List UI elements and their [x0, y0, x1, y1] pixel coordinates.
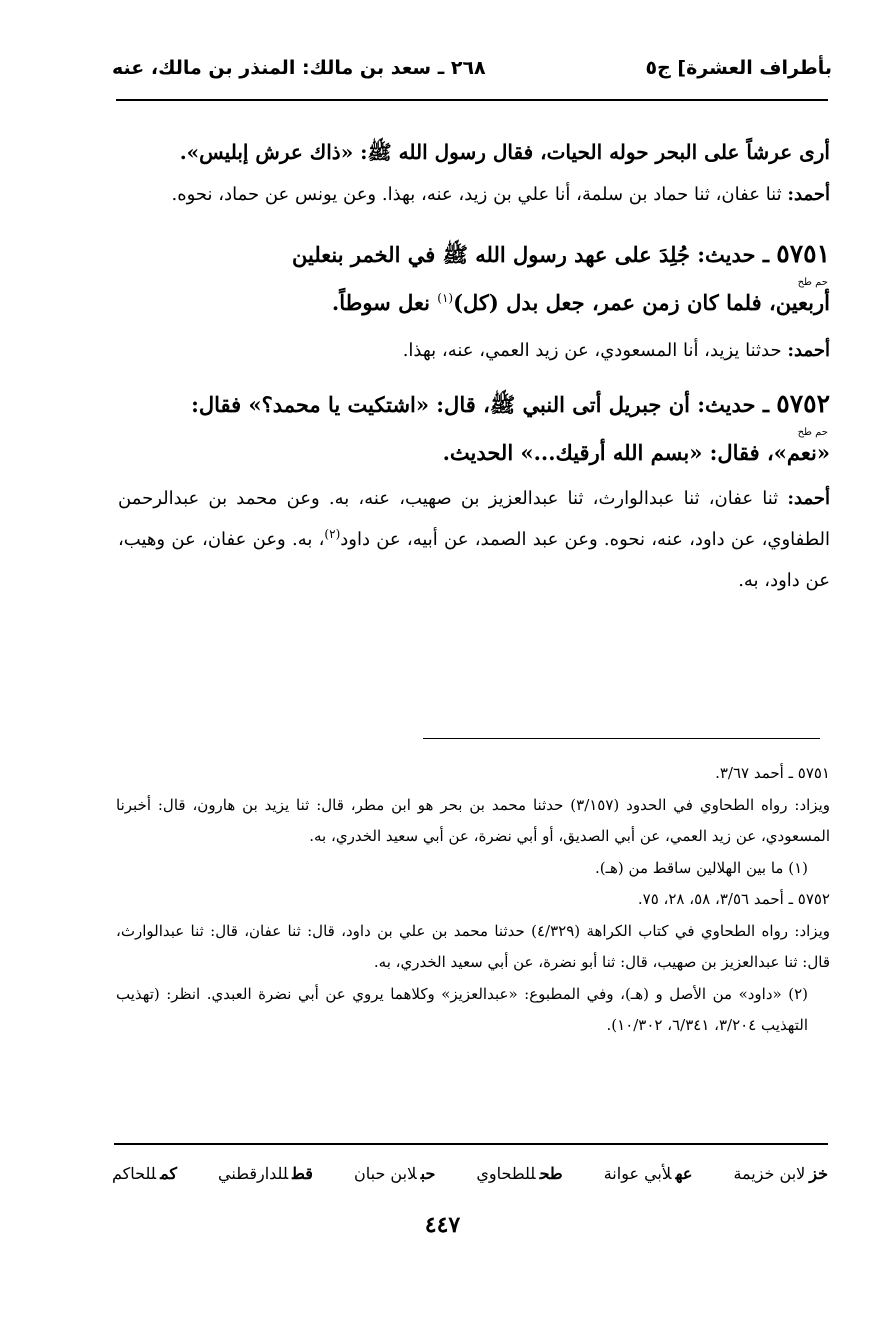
running-header	[112, 46, 832, 90]
header-divider	[116, 99, 828, 101]
header-book-title: بأطراف العشرة] ج٥	[645, 57, 832, 79]
abbrev-item: حبلابن حبان	[354, 1163, 436, 1183]
isnad-text: ، به. وعن عفان، عن وهيب، عن داود، به.	[118, 529, 830, 591]
abbreviation-key	[112, 1156, 828, 1190]
source-marks: حم طح	[797, 277, 828, 288]
isnad-text: حدثنا يزيد، أنا المسعودي، عن زيد العمي، عنه، بهذا.	[402, 340, 782, 361]
source-label: أحمد:	[787, 340, 830, 361]
footnote-5751-ziyada: ويزاد: رواه الطحاوي في الحدود (٣/١٥٧) حدثنا محمد بن بحر هو ابن مطر، قال: ثنا يزيد بن هارون، قال: أخبرنا المسعودي، عن زيد العمي، عن أبي الصديق، أو أبي نضرة، عن أبي سعيد الخدري، به.	[116, 795, 830, 845]
hadith-5752-ahmad	[118, 478, 830, 601]
intro-paragraph: أرى عرشاً على البحر حوله الحيات، فقال رسول الله ﷺ: «ذاك عرش إبليس».	[179, 140, 830, 164]
source-label: أحمد:	[787, 488, 830, 509]
hadith-text: نعل سوطاً.	[331, 290, 430, 315]
hadith-prefix: ـ حديث:	[697, 392, 769, 417]
hadith-5752-line1	[118, 381, 830, 428]
footnotes	[116, 758, 830, 1042]
footnote-5752-ziyada: ويزاد: رواه الطحاوي في كتاب الكراهة (٤/٣٢٩) حدثنا محمد بن علي بن داود، قال: ثنا عفان، قال: ثنا عبدالوارث، قال: ثنا عبدالعزيز بن صهيب، قال: ثنا أبو نضرة، عن أبي سعيد الخدري، به.	[116, 921, 830, 971]
footnote-2: (٢) «داود» من الأصل و (هـ)، وفي المطبوع: «عبدالعزيز» وكلاهما يروي عن أبي نضرة العبدي. انظر: (تهذيب التهذيب ٣/٢٠٤، ٦/٣٤١، ١٠/٣٠٢).	[116, 984, 808, 1034]
abbreviation-divider	[114, 1143, 828, 1145]
abbrev-item: كمللحاكم	[112, 1163, 177, 1183]
footnote-divider	[423, 738, 820, 739]
hadith-number: ٥٧٥٢	[776, 389, 830, 418]
hadith-text: جُلِدَ على عهد رسول الله ﷺ في الخمر بنعلين	[292, 242, 690, 267]
hadith-5752-line2: «نعم»، فقال: «بسم الله أرقيك...» الحديث.	[442, 440, 830, 465]
hadith-5751-line2	[118, 288, 830, 318]
main-text	[118, 130, 830, 601]
footnote-5751-ref: ٥٧٥١ ـ أحمد ٣/٦٧.	[715, 764, 830, 782]
abbrev-item: خزلابن خزيمة	[733, 1163, 828, 1183]
hadith-5751-line1	[118, 231, 830, 278]
hadith-number: ٥٧٥١	[776, 239, 830, 268]
isnad-text: ثنا عفان، ثنا عبدالوارث، ثنا عبدالعزيز بن صهيب، عنه، به. وعن محمد بن عبدالرحمن الطفاوي، عن داود، عنه، نحوه. وعن عبد الصمد، عن أبيه، عن داود	[118, 488, 830, 550]
abbrev-item: طحللطحاوي	[476, 1163, 563, 1183]
abbrev-item: عهلأبي عوانة	[603, 1163, 693, 1183]
abbrev-item: قطللدارقطني	[218, 1163, 313, 1183]
isnad-text: ثنا عفان، ثنا حماد بن سلمة، أنا علي بن زيد، عنه، بهذا. وعن يونس عن حماد، نحوه.	[171, 184, 782, 205]
source-marks: حم طح	[797, 427, 828, 438]
page-number: ٤٤٧	[424, 1212, 461, 1238]
hadith-5751-ahmad	[118, 330, 830, 371]
source-label: أحمد:	[787, 184, 830, 205]
footnote-5752-ref: ٥٧٥٢ ـ أحمد ٣/٥٦، ٥٨، ٢٨، ٧٥.	[637, 890, 830, 908]
hadith-text: أن جبريل أتى النبي ﷺ، قال: «اشتكيت يا محمد؟» فقال:	[191, 392, 690, 417]
header-chapter-title: ٢٦٨ ـ سعد بن مالك: المنذر بن مالك، عنه	[112, 57, 486, 79]
footnote-ref: (٢)	[324, 527, 341, 541]
footnote-1: (١) ما بين الهلالين ساقط من (هـ).	[594, 858, 808, 877]
hadith-prefix: ـ حديث:	[697, 242, 769, 267]
footnote-ref: (١)	[437, 291, 454, 305]
hadith-text: أربعين، فلما كان زمن عمر، جعل بدل (كل)	[453, 290, 830, 315]
intro-ahmad-paragraph	[118, 174, 830, 215]
